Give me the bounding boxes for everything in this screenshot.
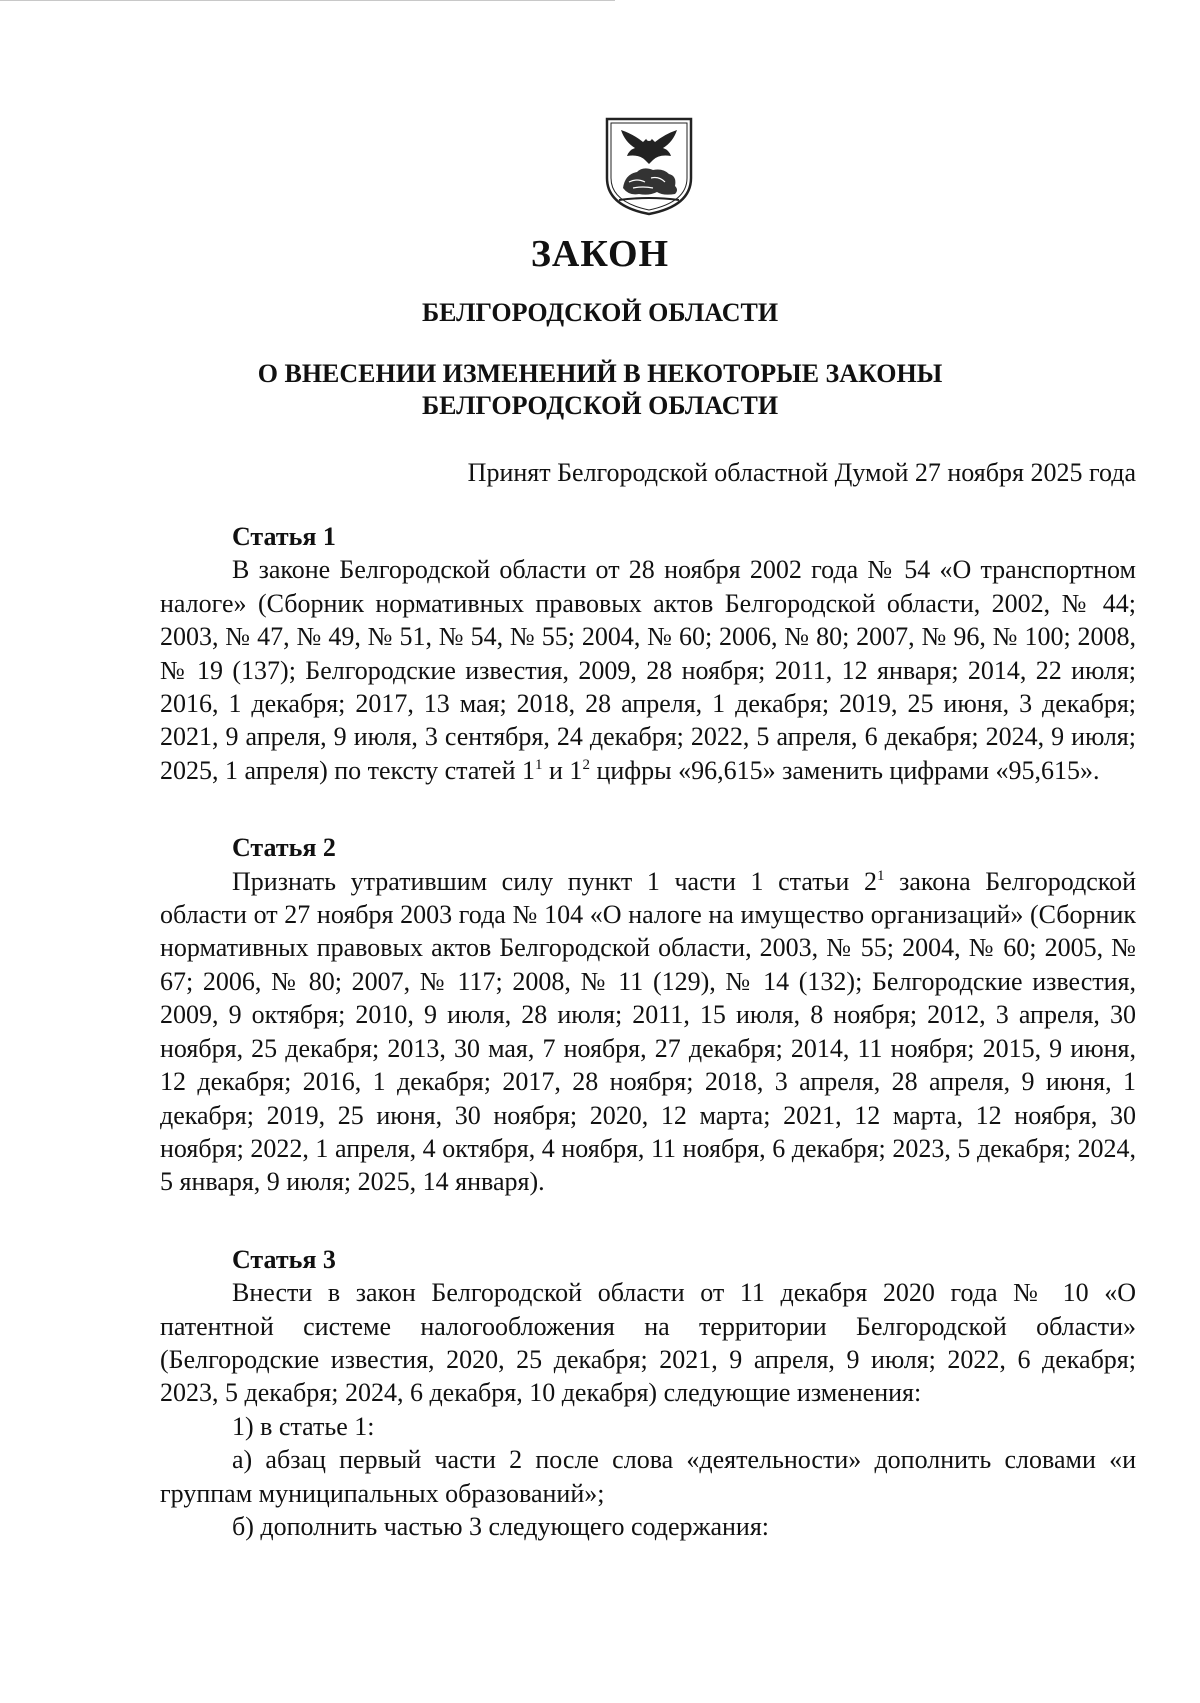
law-body (160, 520, 1136, 1543)
adoption-note: Принят Белгородской областной Думой 27 ноября 2025 года (467, 458, 1136, 487)
article-2-superscript-1: 1 (876, 867, 885, 884)
region-title: БЕЛГОРОДСКОЙ ОБЛАСТИ (421, 298, 779, 327)
article-3-intro: Внести в закон Белгородской области от 11 декабря 2020 года № 10 «О патентной системе налогообложения на территории Белгородской области» (Белгородские известия, 2020, 25 декабря; 2021, 9 апреля, 9 июля; 2022, 6 декабря; 2023, 5 декабря; 2024, 6 декабря, 10 декабря) следующие изменения: (160, 1278, 1136, 1408)
spacer (160, 1199, 1136, 1243)
article-1-superscript-1: 1 (535, 756, 543, 773)
law-subject-line-1: О ВНЕСЕНИИ ИЗМЕНЕНИЙ В НЕКОТОРЫЕ ЗАКОНЫ (257, 359, 943, 388)
spacer (160, 787, 1136, 831)
article-1-text-part-b: и 1 (542, 755, 583, 785)
article-1-text-part-c: цифры «96,615» заменить цифрами «95,615». (589, 755, 1100, 785)
article-1-heading: Статья 1 (232, 522, 336, 551)
article-2-text-part-b: закона Белгородской области от 27 ноября 2003 года № 104 «О налоге на имущество организаций» (Сборник нормативных правовых актов Белгородской области, 2003, № 55; 2004, № 60; 2005, № 67; 2006, № 80; 2007, № 117; 2008, № 11 (129), № 14 (132); Белгородские известия, 2009, 9 октября; 2010, 9 июля, 28 июля; 2011, 15 июля, 8 ноября; 2012, 3 апреля, 30 ноября, 25 декабря; 2013, 30 мая, 7 ноября, 27 декабря; 2014, 11 ноября; 2015, 9 июня, 12 декабря; 2016, 1 декабря; 2017, 28 ноября; 2018, 3 апреля, 28 апреля, 9 июня, 1 декабря; 2019, 25 июня, 30 ноября; 2020, 12 марта; 2021, 12 марта, 12 ноября, 30 ноября; 2022, 1 апреля, 4 октября, 4 ноября, 11 ноября, 6 декабря; 2023, 5 декабря; 2024, 5 января, 9 июля; 2025, 14 января). (160, 866, 1136, 1197)
article-1-text (160, 553, 1136, 787)
article-2-text-part-a: Признать утратившим силу пункт 1 части 1 статьи 2 (232, 866, 877, 896)
law-title: ЗАКОН (530, 233, 670, 275)
law-subject (0, 358, 1200, 422)
article-3-item-1a: а) абзац первый части 2 после слова «деятельности» дополнить словами «и группам муниципальных образований»; (160, 1445, 1136, 1508)
law-subject-line-2: БЕЛГОРОДСКОЙ ОБЛАСТИ (421, 391, 779, 420)
article-3-item-1b: б) дополнить частью 3 следующего содержания: (232, 1511, 770, 1541)
article-1-superscript-2: 2 (582, 756, 590, 773)
article-3-item-1: 1) в статье 1: (232, 1411, 375, 1441)
article-1-text-part-a: В законе Белгородской области от 28 ноября 2002 года № 54 «О транспортном налоге» (Сборник нормативных правовых актов Белгородской области, 2002, № 44; 2003, № 47, № 49, № 51, № 54, № 55; 2004, № 60; 2006, № 80; 2007, № 96, № 100; 2008, № 19 (137); Белгородские известия, 2009, 28 ноября; 2011, 12 января; 2014, 22 июля; 2016, 1 декабря; 2017, 13 мая; 2018, 28 апреля, 1 декабря; 2019, 25 июня, 3 декабря; 2021, 9 апреля, 9 июля, 3 сентября, 24 декабря; 2022, 5 апреля, 6 декабря; 2024, 9 июля; 2025, 1 апреля) по тексту статей 1 (160, 555, 1136, 785)
article-2-heading: Статья 2 (232, 833, 336, 863)
scan-edge-line (0, 0, 615, 1)
article-2-text (160, 865, 1136, 1199)
article-3-heading: Статья 3 (232, 1244, 336, 1274)
coat-of-arms-emblem (603, 116, 695, 216)
